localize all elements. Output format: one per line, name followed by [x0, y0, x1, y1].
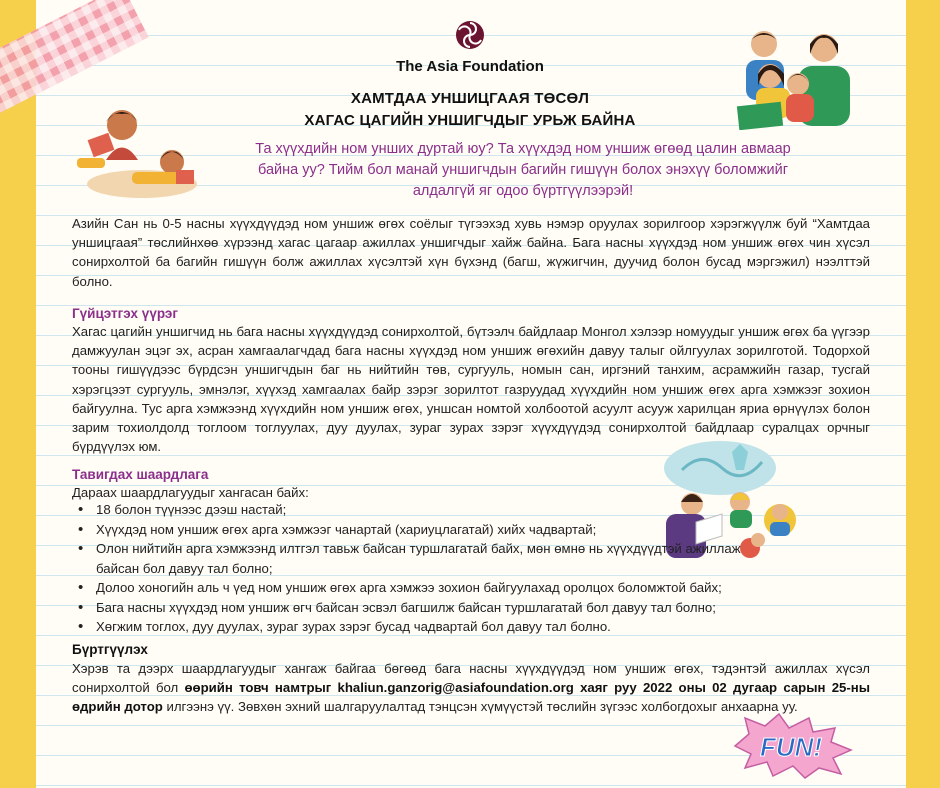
duties-heading: Гүйцэтгэх үүрэг	[72, 306, 178, 321]
intro-line-3: алдалгүй яг одоо бүртгүүлээрэй!	[412, 183, 634, 199]
intro-tagline	[205, 139, 841, 202]
requirements-list	[72, 500, 832, 637]
registration-text-1: Хэрэв та дээрх шаардлагуудыг хангаж байгаа бөгөөд бага насны хүүхдүүдэд ном уншиж өгөх, тэдэнтэй ажиллах хүсэл сонирхолтой бол	[72, 661, 870, 696]
requirement-item: • Хөгжим тоглох, дуу дуулах, зураг зурах зэрэг бусад чадвартай бол давуу тал болно.	[72, 617, 832, 637]
requirement-item: • Долоо хоногийн аль ч үед ном уншиж өгөх арга хэмжээ зохион байгуулахад оролцох боломжтой байх;	[72, 578, 832, 598]
duties-paragraph: Хагас цагийн уншигчид нь бага насны хүүхдүүдэд сонирхолтой, бүтээлч байдлаар Монгол хэлээр номуудыг уншиж өгөх ба үүгээр дамжуулан эцэг эх, асран хамгаалагчдад бага насны хүүхдэд ном уншиж өгөхийн давуу талыг ойлгуулах зорилготой. Тодорхой тооны гишүүдээс бүрдсэн уншигчдын баг нь нийтийн төв, сургууль, номын сан, иргэний танхим, асрамжийн газар, тусгай хэрэгцээт сургууль, эмнэлэг, хүүхэд хамгаалах байр зэрэг зорилтот газруудад хүүхдийн ном уншиж өгөх арга хэмжээг зохион байгуулна. Тус арга хэмжээнд хүүхдийн ном уншиж өгөх, уншсан номтой холбоотой асуулт асууж харилцан яриа өрнүүлэх болон зарим тохиолдолд тоглоом тоглуулах, дуу дуулах, зураг зурах зэрэг хүүхдүүдэд сонирхолтой байдлаар суралцах орчныг бүрдүүлэх юм.	[72, 324, 870, 455]
requirement-item: • 18 болон түүнээс дээш настай;	[72, 500, 832, 520]
title-line-1: ХАМТДАА УНШИЦГААЯ ТӨСӨЛ	[350, 90, 590, 107]
requirements-heading: Тавигдах шаардлага	[72, 467, 209, 482]
family-reading-illustration	[728, 26, 858, 130]
registration-text-2: илгээнэ үү. Зөвхөн эхний шалгаруулалтад тэнцсэн хүмүүстэй төслийн зүгээс холбогдохыг анхаарна уу.	[162, 699, 798, 715]
title-line-2: ХАГАС ЦАГИЙН УНШИГЧДЫГ УРЬЖ БАЙНА	[304, 112, 636, 129]
registration-heading: Бүртгүүлэх	[72, 642, 148, 657]
intro-line-1: Та хүүхдийн ном унших дуртай юу? Та хүүхдэд ном уншиж өгөөд цалин авмаар	[255, 141, 791, 157]
fun-sticker	[727, 712, 857, 780]
registration-deadline: өөрийн товч намтрыг khaliun.ganzorig@asiafoundation.org хаяг руу 2022 оны 02 дугаар сарын 25-ны өдрийн дотор	[72, 680, 870, 715]
requirement-item: • Олон нийтийн арга хэмжээнд илтгэл тавьж байсан туршлагатай байх, мөн өмнө нь хүүхдүүдтэй ажиллаж байсан бол давуу тал болно;	[72, 539, 832, 578]
fun-sticker-text: FUN!	[759, 732, 823, 762]
requirement-item: • Хүүхдэд ном уншиж өгөх арга хэмжээг чанартай (хариуцлагатай) хийх чадвартай;	[72, 520, 832, 540]
intro-paragraph: Азийн Сан нь 0-5 насны хүүхдүүдэд ном уншиж өгөх соёлыг түгээхэд хувь нэмэр оруулах зорилгоор хэрэгжүүлж буй “Хамтдаа уншицгаая” төслийнхөө хүрээнд хагас цагаар ажиллах уншигчдыг хайж байна. Бага насны хүүхдэд ном уншиж өгөх чин хүсэл сонирхолтой ба багийн гишүүн болж ажиллах хүсэлтэй хүн бүхэнд (багш, жүжигчин, дуучид болон бусад мэргэжил) нээлттэй болно.	[72, 216, 870, 289]
requirements-intro: Дараах шаардлагуудыг хангасан байх:	[72, 485, 309, 500]
registration-paragraph	[72, 659, 870, 717]
organization-name: The Asia Foundation	[396, 58, 544, 75]
reading-children-illustration	[72, 100, 202, 205]
intro-line-2: байна уу? Тийм бол манай уншигчдын багийн гишүүн болох энэхүү боломжийг	[257, 162, 789, 178]
requirement-item: • Бага насны хүүхдэд ном уншиж өгч байсан эсвэл багшилж байсан туршлагатай бол давуу тал болно;	[72, 598, 832, 618]
asia-foundation-logo-icon	[455, 20, 485, 50]
